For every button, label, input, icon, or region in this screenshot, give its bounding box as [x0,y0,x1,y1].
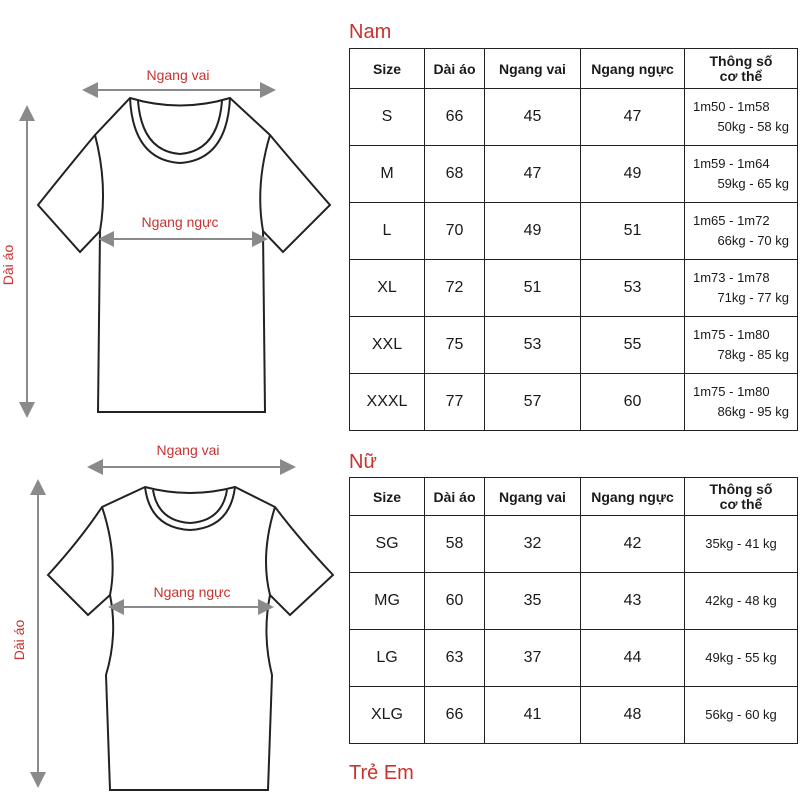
kids-section-title: Trẻ Em [349,762,414,784]
header-shoulder: Ngang vai [485,49,581,89]
table-row [350,374,798,431]
cell-shoulder: 45 [485,89,581,146]
body-height: 1m73 - 1m78 [693,269,770,285]
body-weight: 35kg - 41 kg [705,535,777,551]
cell-body-spec [685,516,798,573]
cell-length: 63 [425,630,485,687]
cell-shoulder: 41 [485,687,581,744]
body-weight: 86kg - 95 kg [717,404,789,419]
table-row [350,317,798,374]
cell-chest: 49 [581,146,685,203]
cell-size: XXXL [350,374,425,431]
cell-chest: 44 [581,630,685,687]
chest-label: Ngang ngực [141,214,219,230]
cell-size: XLG [350,687,425,744]
body-weight: 42kg - 48 kg [705,592,777,608]
cell-chest: 51 [581,203,685,260]
cell-length: 75 [425,317,485,374]
cell-body-spec [685,89,798,146]
header-size: Size [350,478,425,516]
cell-shoulder: 49 [485,203,581,260]
cell-length: 58 [425,516,485,573]
cell-length: 60 [425,573,485,630]
cell-size: SG [350,516,425,573]
cell-size: XXL [350,317,425,374]
body-height: 1m75 - 1m80 [693,383,770,399]
table-row [350,687,798,744]
body-height: 1m65 - 1m72 [693,212,770,228]
cell-body-spec [685,374,798,431]
women-size-table [349,477,798,744]
cell-length: 72 [425,260,485,317]
header-body-spec: Thông số cơ thể [685,478,798,516]
shoulder-label: Ngang vai [156,442,220,458]
shoulder-label: Ngang vai [146,67,210,83]
length-label: Dài áo [0,244,16,286]
cell-shoulder: 35 [485,573,581,630]
cell-body-spec [685,260,798,317]
table-row [350,146,798,203]
table-header-row [350,478,798,516]
cell-chest: 47 [581,89,685,146]
body-weight: 71kg - 77 kg [717,290,789,305]
cell-size: M [350,146,425,203]
cell-length: 66 [425,89,485,146]
cell-chest: 53 [581,260,685,317]
header-chest: Ngang ngực [581,49,685,89]
cell-size: MG [350,573,425,630]
body-weight: 49kg - 55 kg [705,649,777,665]
header-chest: Ngang ngực [581,478,685,516]
body-height: 1m75 - 1m80 [693,326,770,342]
shirt-outline [38,98,330,412]
header-length: Dài áo [425,49,485,89]
shirt-outline [48,487,333,790]
cell-length: 68 [425,146,485,203]
header-length: Dài áo [425,478,485,516]
cell-shoulder: 32 [485,516,581,573]
table-row [350,516,798,573]
body-weight: 78kg - 85 kg [717,347,789,362]
cell-size: S [350,89,425,146]
cell-chest: 48 [581,687,685,744]
men-section-title: Nam [349,21,392,43]
cell-length: 70 [425,203,485,260]
table-row [350,89,798,146]
table-row [350,573,798,630]
body-weight: 59kg - 65 kg [717,176,789,191]
header-body-spec: Thông số cơ thể [685,49,798,89]
cell-shoulder: 37 [485,630,581,687]
cell-shoulder: 47 [485,146,581,203]
men-shirt-diagram [0,55,345,425]
body-height: 1m50 - 1m58 [693,98,770,114]
cell-body-spec [685,630,798,687]
cell-length: 77 [425,374,485,431]
chest-label: Ngang ngực [153,584,231,600]
cell-body-spec [685,317,798,374]
cell-chest: 43 [581,573,685,630]
cell-size: XL [350,260,425,317]
body-weight: 66kg - 70 kg [717,233,789,248]
body-weight: 50kg - 58 kg [717,119,789,134]
women-shirt-diagram [0,435,345,800]
body-height: 1m59 - 1m64 [693,155,770,171]
cell-length: 66 [425,687,485,744]
cell-chest: 55 [581,317,685,374]
cell-size: LG [350,630,425,687]
cell-body-spec [685,573,798,630]
cell-body-spec [685,203,798,260]
men-size-table [349,48,798,431]
cell-shoulder: 53 [485,317,581,374]
cell-shoulder: 51 [485,260,581,317]
body-weight: 56kg - 60 kg [705,706,777,722]
header-size: Size [350,49,425,89]
cell-chest: 60 [581,374,685,431]
length-label: Dài áo [11,619,27,661]
cell-body-spec [685,687,798,744]
cell-body-spec [685,146,798,203]
cell-size: L [350,203,425,260]
table-row [350,260,798,317]
table-row [350,630,798,687]
table-row [350,203,798,260]
header-shoulder: Ngang vai [485,478,581,516]
cell-chest: 42 [581,516,685,573]
cell-shoulder: 57 [485,374,581,431]
women-section-title: Nữ [349,451,377,473]
table-header-row [350,49,798,89]
